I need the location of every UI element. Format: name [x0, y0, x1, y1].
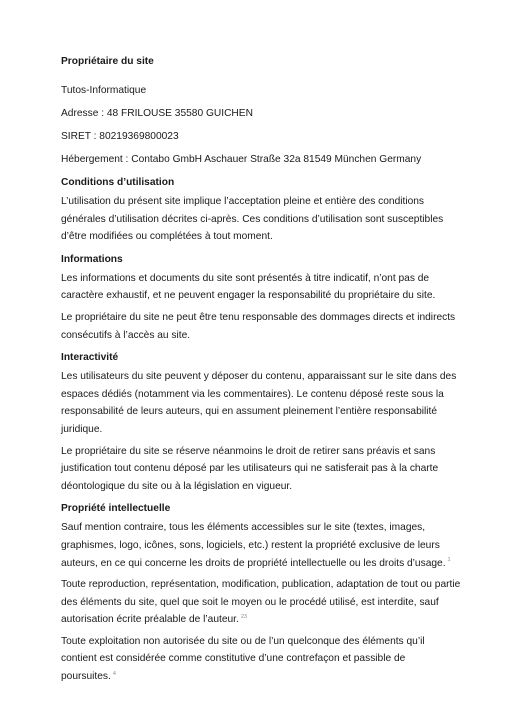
owner-siret: SIRET : 80219369800023	[61, 131, 179, 142]
owner-hosting: Hébergement : Contabo GmbH Aschauer Straße 32a 81549 München Germany	[61, 154, 422, 165]
owner-address: Adresse : 48 FRILOUSE 35580 GUICHEN	[61, 108, 253, 119]
propriete-paragraph-2	[61, 576, 461, 629]
propriete-paragraph-1-text: Sauf mention contraire, tous les éléments accessibles sur le site (textes, images, graphismes, logo, icônes, sons, logiciels, etc.) restent la propriété exclusive de leurs auteurs, en ce qui concerne les droits de propriété intellectuelle ou les droits d’usage.	[61, 522, 446, 569]
legal-notice-page	[61, 55, 461, 686]
conditions-paragraph: L’utilisation du présent site implique l’acceptation pleine et entière des conditions générales d’utilisation décrites ci-après. Ces conditions d’utilisation sont susceptibles d’être modifiées ou complétées à tout moment.	[61, 196, 444, 243]
conditions-heading: Conditions d’utilisation	[61, 177, 175, 188]
footnote-marker: 1	[447, 557, 451, 564]
owner-name: Tutos-Informatique	[61, 85, 147, 96]
propriete-heading: Propriété intellectuelle	[61, 503, 171, 515]
propriete-paragraph-1	[61, 519, 461, 572]
informations-heading: Informations	[61, 253, 123, 265]
interactivite-paragraph-2: Le propriétaire du site se réserve néanmoins le droit de retirer sans préavis et sans justification tout contenu déposé par les utilisateurs qui ne satisferait pas à la charte déontologique du site ou à la législation en vigueur.	[61, 445, 439, 492]
propriete-paragraph-3	[61, 633, 461, 686]
propriete-paragraph-2-text: Toute reproduction, représentation, modification, publication, adaptation de tout ou partie des éléments du site, quel que soit le moyen ou le procédé utilisé, est interdite, sauf autorisation écrite préalable de l’auteur.	[61, 579, 461, 626]
owner-heading: Propriétaire du site	[61, 56, 154, 67]
propriete-paragraph-3-text: Toute exploitation non autorisée du site ou de l’un quelconque des éléments qu’il contient est considérée comme constitutive d’une contrefaçon et passible de poursuites.	[61, 635, 425, 683]
informations-paragraph-2: Le propriétaire du site ne peut être tenu responsable des dommages directs et indirects consécutifs à l’accès au site.	[61, 311, 456, 341]
interactivite-heading: Interactivité	[61, 352, 119, 364]
interactivite-paragraph-1: Les utilisateurs du site peuvent y déposer du contenu, apparaissant sur le site dans des espaces dédiés (notamment via les commentaires). Le contenu déposé reste sous la responsabilité de leurs auteurs, qui en assument pleinement l’entière responsabilité juridique.	[61, 371, 457, 435]
footnote-marker: 23	[240, 613, 247, 620]
informations-paragraph-1: Les informations et documents du site sont présentés à titre indicatif, n’ont pas de caractère exhaustif, et ne peuvent engager la responsabilité du propriétaire du site.	[61, 272, 436, 302]
footnote-marker: 4	[112, 670, 116, 677]
